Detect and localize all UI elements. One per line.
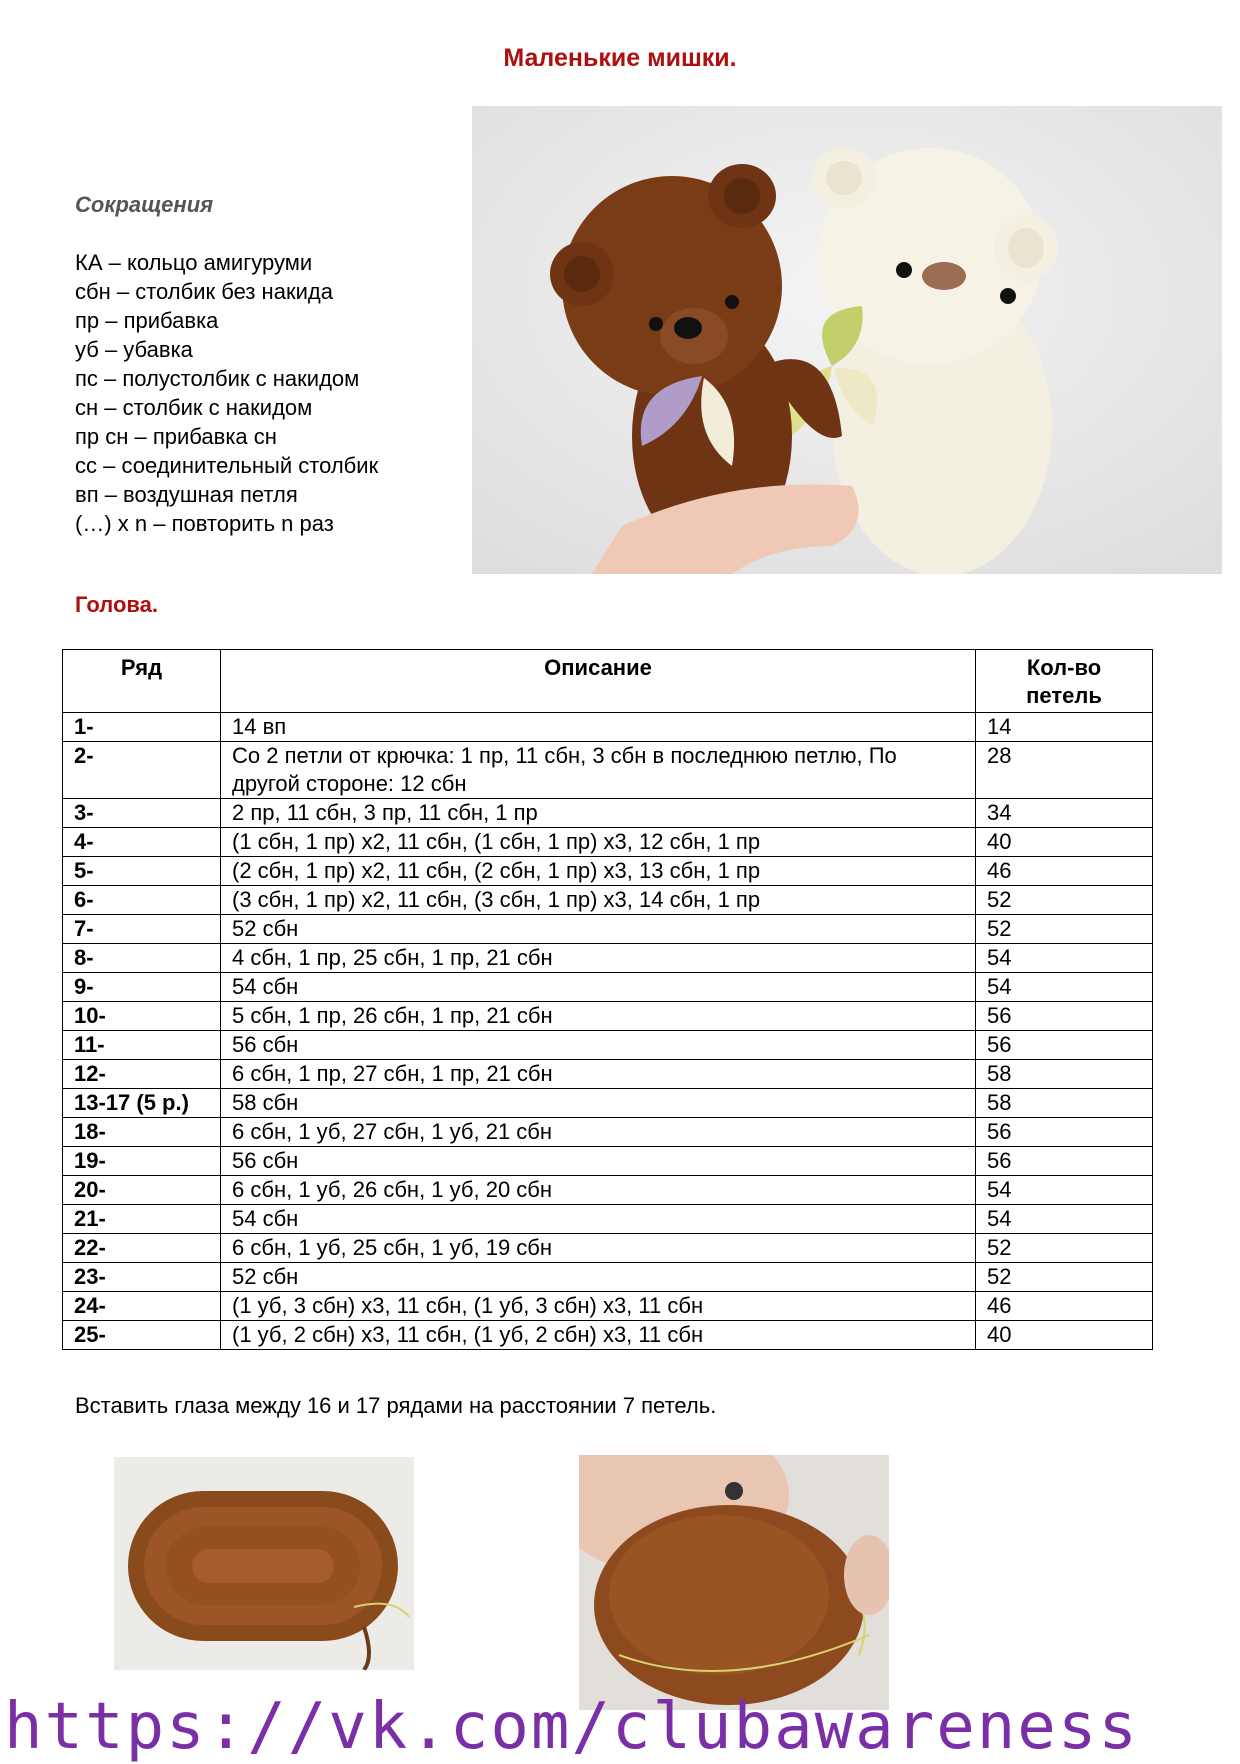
row-description-cell: (1 уб, 3 сбн) x3, 11 сбн, (1 уб, 3 сбн) x3, 11 сбн	[221, 1292, 976, 1321]
table-row	[63, 1002, 1153, 1031]
stitch-count-cell: 40	[976, 828, 1153, 857]
row-description-cell: 4 сбн, 1 пр, 25 сбн, 1 пр, 21 сбн	[221, 944, 976, 973]
row-description-cell: 54 сбн	[221, 1205, 976, 1234]
row-description-cell: Со 2 петли от крючка: 1 пр, 11 сбн, 3 сбн в последнюю петлю, По другой стороне: 12 сбн	[221, 742, 976, 799]
stitch-count-cell: 58	[976, 1060, 1153, 1089]
eyes-note: Вставить глаза между 16 и 17 рядами на расстоянии 7 петель.	[75, 1393, 717, 1418]
row-number-cell: 10-	[63, 1002, 221, 1031]
row-description-cell: 6 сбн, 1 пр, 27 сбн, 1 пр, 21 сбн	[221, 1060, 976, 1089]
row-description-cell: (3 сбн, 1 пр) x2, 11 сбн, (3 сбн, 1 пр) x3, 14 сбн, 1 пр	[221, 886, 976, 915]
footer-url[interactable]: https://vk.com/clubawareness	[4, 1690, 1139, 1764]
row-number-cell: 18-	[63, 1118, 221, 1147]
page-title: Маленькие мишки.	[503, 44, 737, 72]
table-row	[63, 1205, 1153, 1234]
column-header-count: Кол-во петель	[976, 650, 1153, 713]
row-description-cell: 14 вп	[221, 713, 976, 742]
row-description-cell: 52 сбн	[221, 1263, 976, 1292]
row-number-cell: 11-	[63, 1031, 221, 1060]
row-number-cell: 6-	[63, 886, 221, 915]
table-row	[63, 1060, 1153, 1089]
row-number-cell: 12-	[63, 1060, 221, 1089]
table-row	[63, 944, 1153, 973]
row-description-cell: 52 сбн	[221, 915, 976, 944]
abbreviation-item: сбн – столбик без накида	[75, 279, 333, 304]
stitch-count-cell: 54	[976, 944, 1153, 973]
oval-base-photo	[114, 1457, 414, 1670]
head-rows-table	[62, 649, 1153, 1350]
row-number-cell: 3-	[63, 799, 221, 828]
abbreviation-item: сн – столбик с накидом	[75, 395, 313, 420]
stitch-count-cell: 34	[976, 799, 1153, 828]
table-row	[63, 713, 1153, 742]
abbreviation-item: пр – прибавка	[75, 308, 219, 333]
row-number-cell: 9-	[63, 973, 221, 1002]
stitch-count-cell: 52	[976, 1234, 1153, 1263]
row-description-cell: (1 уб, 2 сбн) x3, 11 сбн, (1 уб, 2 сбн) x3, 11 сбн	[221, 1321, 976, 1350]
row-description-cell: 6 сбн, 1 уб, 27 сбн, 1 уб, 21 сбн	[221, 1118, 976, 1147]
row-description-cell: 56 сбн	[221, 1147, 976, 1176]
row-description-cell: 54 сбн	[221, 973, 976, 1002]
row-number-cell: 22-	[63, 1234, 221, 1263]
row-description-cell: 6 сбн, 1 уб, 25 сбн, 1 уб, 19 сбн	[221, 1234, 976, 1263]
row-description-cell: 2 пр, 11 сбн, 3 пр, 11 сбн, 1 пр	[221, 799, 976, 828]
stitch-count-cell: 54	[976, 973, 1153, 1002]
table-row	[63, 1031, 1153, 1060]
stitch-count-cell: 52	[976, 1263, 1153, 1292]
row-description-cell: 56 сбн	[221, 1031, 976, 1060]
stitch-count-cell: 54	[976, 1176, 1153, 1205]
table-row	[63, 1292, 1153, 1321]
row-number-cell: 24-	[63, 1292, 221, 1321]
stitch-count-cell: 46	[976, 857, 1153, 886]
table-row	[63, 915, 1153, 944]
row-description-cell: 5 сбн, 1 пр, 26 сбн, 1 пр, 21 сбн	[221, 1002, 976, 1031]
stitch-count-cell: 56	[976, 1002, 1153, 1031]
section-heading-head: Голова.	[75, 592, 158, 617]
column-header-row: Ряд	[63, 650, 221, 713]
stitch-count-cell: 40	[976, 1321, 1153, 1350]
abbreviations-list	[75, 248, 378, 538]
row-number-cell: 23-	[63, 1263, 221, 1292]
stitch-count-cell: 52	[976, 886, 1153, 915]
table-row	[63, 886, 1153, 915]
abbreviation-item: пс – полустолбик с накидом	[75, 366, 360, 391]
row-number-cell: 25-	[63, 1321, 221, 1350]
stitch-count-cell: 56	[976, 1031, 1153, 1060]
row-description-cell: (1 сбн, 1 пр) x2, 11 сбн, (1 сбн, 1 пр) x3, 12 сбн, 1 пр	[221, 828, 976, 857]
abbreviation-item: (…) x n – повторить n раз	[75, 511, 334, 536]
row-description-cell: 58 сбн	[221, 1089, 976, 1118]
stitch-count-cell: 54	[976, 1205, 1153, 1234]
table-row	[63, 1089, 1153, 1118]
row-number-cell: 20-	[63, 1176, 221, 1205]
stitch-count-cell: 56	[976, 1118, 1153, 1147]
row-number-cell: 1-	[63, 713, 221, 742]
abbreviation-item: уб – убавка	[75, 337, 193, 362]
row-number-cell: 21-	[63, 1205, 221, 1234]
table-row	[63, 1147, 1153, 1176]
table-row	[63, 828, 1153, 857]
abbreviation-item: сс – соединительный столбик	[75, 453, 379, 478]
row-number-cell: 4-	[63, 828, 221, 857]
table-row	[63, 973, 1153, 1002]
bears-photo	[472, 106, 1222, 574]
stitch-count-cell: 52	[976, 915, 1153, 944]
table-row	[63, 1176, 1153, 1205]
abbreviation-item: пр сн – прибавка сн	[75, 424, 277, 449]
row-number-cell: 7-	[63, 915, 221, 944]
stitch-count-cell: 46	[976, 1292, 1153, 1321]
table-row	[63, 799, 1153, 828]
row-description-cell: 6 сбн, 1 уб, 26 сбн, 1 уб, 20 сбн	[221, 1176, 976, 1205]
row-number-cell: 8-	[63, 944, 221, 973]
abbreviation-item: КА – кольцо амигуруми	[75, 250, 313, 275]
stitch-count-cell: 14	[976, 713, 1153, 742]
column-header-description: Описание	[221, 650, 976, 713]
abbreviations-heading: Сокращения	[75, 192, 214, 217]
table-row	[63, 742, 1153, 799]
stitch-count-cell: 56	[976, 1147, 1153, 1176]
table-row	[63, 1118, 1153, 1147]
table-row	[63, 1234, 1153, 1263]
stitch-count-cell: 28	[976, 742, 1153, 799]
abbreviation-item: вп – воздушная петля	[75, 482, 298, 507]
row-number-cell: 2-	[63, 742, 221, 799]
row-description-cell: (2 сбн, 1 пр) x2, 11 сбн, (2 сбн, 1 пр) x3, 13 сбн, 1 пр	[221, 857, 976, 886]
row-number-cell: 13-17 (5 р.)	[63, 1089, 221, 1118]
row-number-cell: 19-	[63, 1147, 221, 1176]
head-progress-photo	[579, 1455, 889, 1710]
table-row	[63, 1263, 1153, 1292]
stitch-count-cell: 58	[976, 1089, 1153, 1118]
table-row	[63, 857, 1153, 886]
row-number-cell: 5-	[63, 857, 221, 886]
table-row	[63, 1321, 1153, 1350]
